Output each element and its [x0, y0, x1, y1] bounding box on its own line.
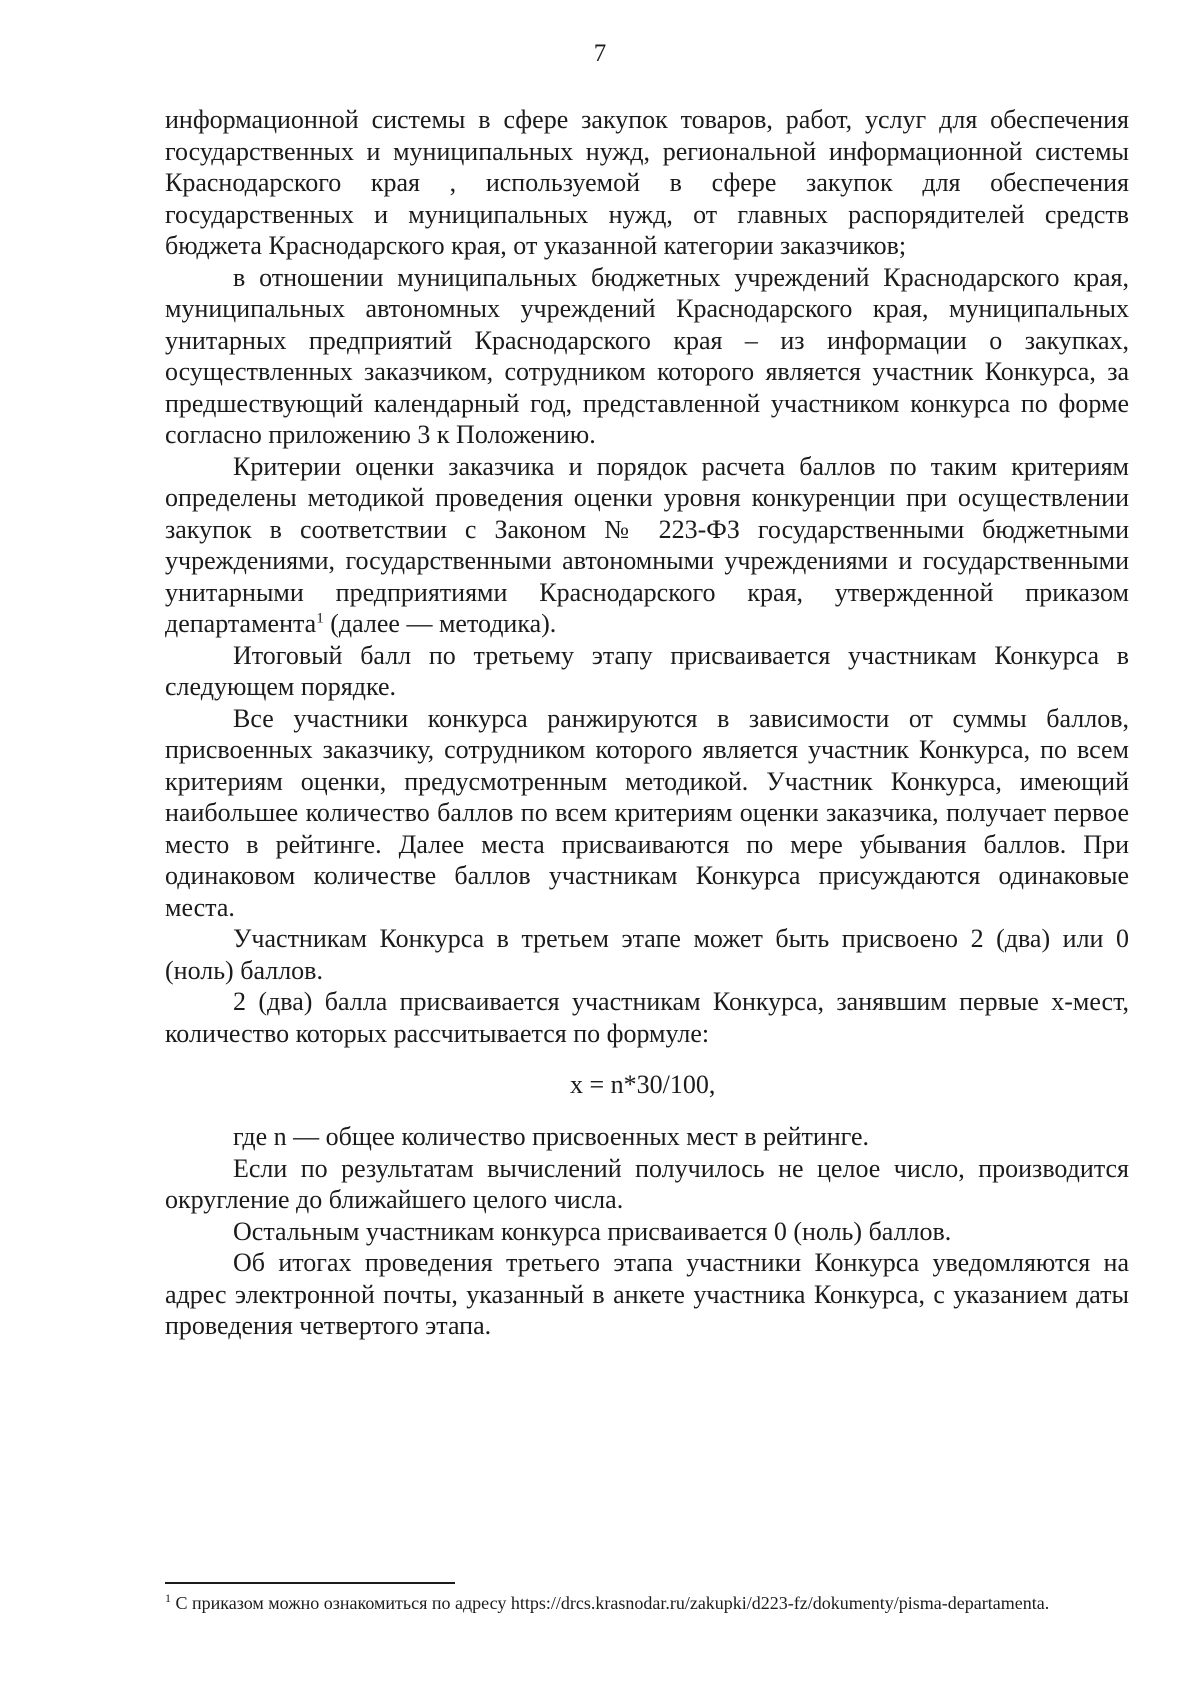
paragraph-zero-points: Остальным участникам конкурса присваивается 0 (ноль) баллов. [233, 1216, 952, 1246]
paragraph-municipal-institutions: в отношении муниципальных бюджетных учреждений Краснодарского края, муниципальных автономных учреждений Краснодарского края, муниципальных унитарных предприятий Краснодарского края – из информации о закупках, осуществленных заказчиком, сотрудником которого является участник Конкурса, за предшествующий календарный год, представленной участником конкурса по форме согласно приложению 3 к Положению. [165, 262, 1129, 449]
paragraph-two-points: 2 (два) балла присваивается участникам Конкурса, занявшим первые x-мест, количество которых рассчитывается по формуле: [165, 987, 1129, 1048]
footnote-divider [165, 1582, 455, 1584]
footnote-reference: 1 [316, 610, 324, 627]
document-body [165, 104, 1129, 1342]
criteria-text: Критерии оценки заказчика и порядок расчета баллов по таким критериям определены методикой проведения оценки уровня конкуренции при осуществлении закупок в соответствии с Законом № 223-ФЗ государственными бюджетными учреждениями, государственными автономными учреждениями и государственными унитарными предприятиями Краснодарского края, утвержденной приказом департамента [165, 451, 1129, 638]
paragraph-criteria [165, 451, 1129, 640]
paragraph-ranking: Все участники конкурса ранжируются в зависимости от суммы баллов, присвоенных заказчику, сотрудником которого является участник Конкурса, по всем критериям оценки, предусмотренным методикой. Участник Конкурса, имеющий наибольшее количество баллов по всем критериям оценки заказчика, получает первое место в рейтинге. Далее места присваиваются по мере убывания баллов. При одинаковом количестве баллов участникам Конкурса присуждаются одинаковые места. [165, 703, 1129, 922]
paragraph-continuation: информационной системы в сфере закупок товаров, работ, услуг для обеспечения государственных и муниципальных нужд, региональной информационной системы Краснодарского края , используемой в сфере закупок для обеспечения государственных и муниципальных нужд, от главных распорядителей средств бюджета Краснодарского края, от указанной категории заказчиков; [165, 105, 1129, 260]
paragraph-n-definition: где n — общее количество присвоенных мест в рейтинге. [233, 1122, 870, 1151]
paragraph-notification: Об итогах проведения третьего этапа участники Конкурса уведомляются на адрес электронной почты, указанный в анкете участника Конкурса, с указанием даты проведения четвертого этапа. [165, 1248, 1129, 1340]
criteria-text-end: (далее — методика). [323, 609, 557, 638]
footnote [165, 1590, 1065, 1616]
paragraph-points-options: Участникам Конкурса в третьем этапе может быть присвоено 2 (два) или 0 (ноль) баллов. [165, 924, 1129, 985]
footnote-text: С приказом можно ознакомиться по адресу https://drcs.krasnodar.ru/zakupki/d223-fz/dokumenty/pisma-departamenta. [171, 1593, 1050, 1613]
paragraph-final-score: Итоговый балл по третьему этапу присваивается участникам Конкурса в следующем порядке. [165, 640, 1129, 701]
page-number: 7 [593, 40, 607, 67]
footnote-mark: 1 [165, 1591, 171, 1605]
formula: x = n*30/100, [570, 1070, 716, 1099]
paragraph-rounding: Если по результатам вычислений получилось не целое число, производится округление до ближайшего целого числа. [165, 1153, 1129, 1214]
